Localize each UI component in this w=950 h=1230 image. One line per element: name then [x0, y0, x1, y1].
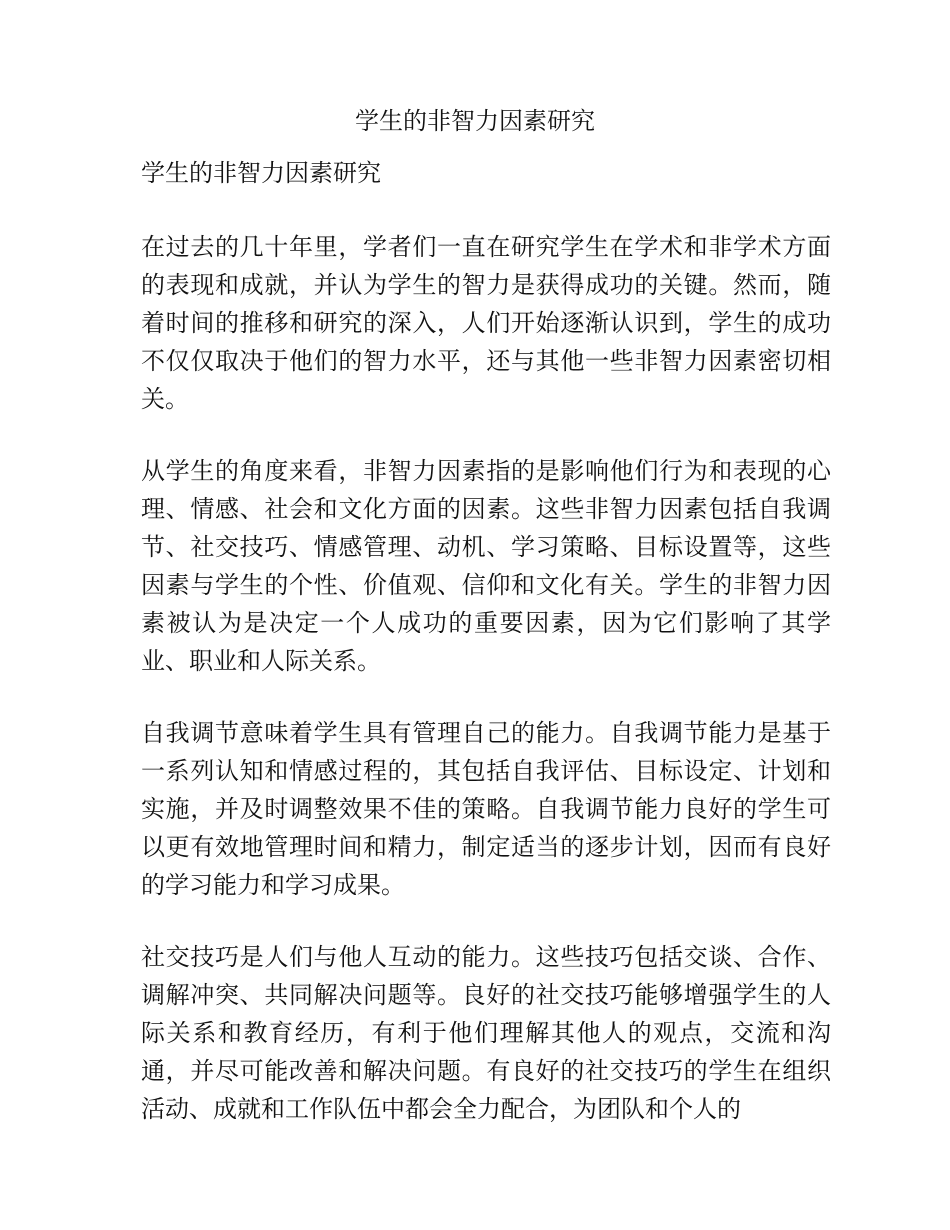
- document-subtitle: 学生的非智力因素研究: [141, 159, 381, 187]
- paragraph-4: 社交技巧是人们与他人互动的能力。这些技巧包括交谈、合作、调解冲突、共同解决问题等。良好的社交技巧能够增强学生的人际关系和教育经历，有利于他们理解其他人的观点，交流和沟通，并尽可能改善和解决问题。有良好的社交技巧的学生在组织活动、成就和工作队伍中都会全力配合，为团队和个人的: [141, 943, 831, 1123]
- paragraph-1: 在过去的几十年里，学者们一直在研究学生在学术和非学术方面的表现和成就，并认为学生的智力是获得成功的关键。然而，随着时间的推移和研究的深入，人们开始逐渐认识到，学生的成功不仅仅取决于他们的智力水平，还与其他一些非智力因素密切相关。: [141, 233, 831, 413]
- document-body: [141, 153, 831, 1128]
- document-title: 学生的非智力因素研究: [355, 107, 595, 135]
- paragraph-3: 自我调节意味着学生具有管理自己的能力。自我调节能力是基于一系列认知和情感过程的，其包括自我评估、目标设定、计划和实施，并及时调整效果不佳的策略。自我调节能力良好的学生可以更有效地管理时间和精力，制定适当的逐步计划，因而有良好的学习能力和学习成果。: [141, 719, 831, 899]
- paragraph-2: 从学生的角度来看，非智力因素指的是影响他们行为和表现的心理、情感、社会和文化方面的因素。这些非智力因素包括自我调节、社交技巧、情感管理、动机、学习策略、目标设置等，这些因素与学生的个性、价值观、信仰和文化有关。学生的非智力因素被认为是决定一个人成功的重要因素，因为它们影响了其学业、职业和人际关系。: [141, 457, 831, 675]
